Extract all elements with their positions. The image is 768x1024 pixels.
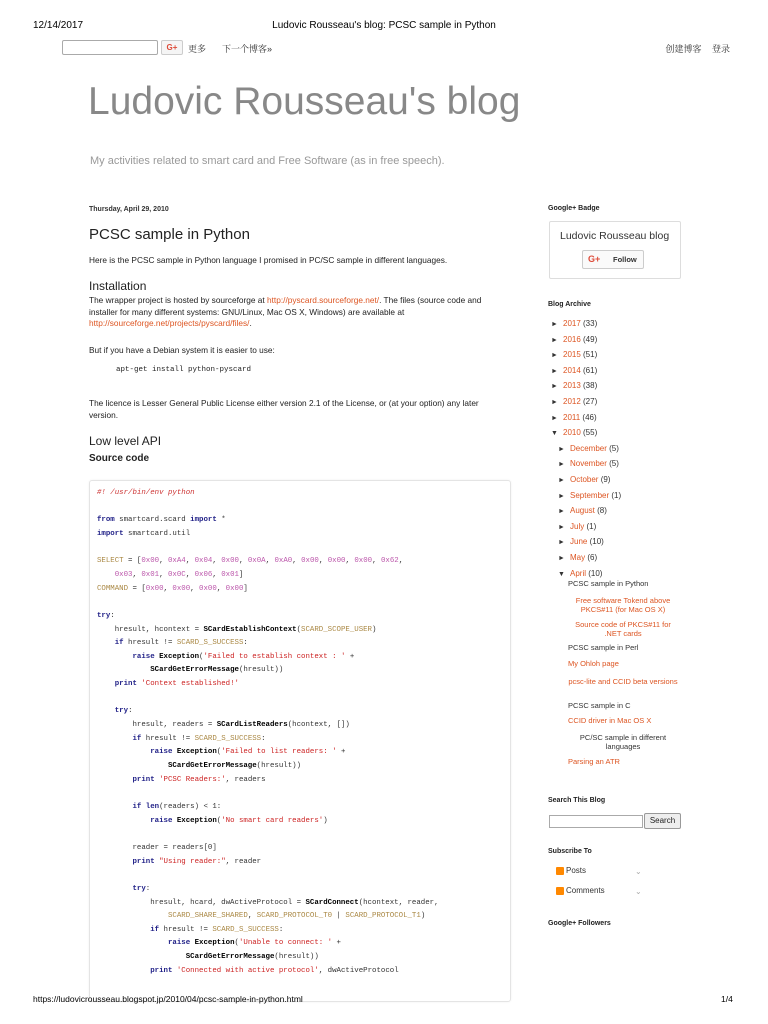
triangle-right-icon[interactable]: ►	[551, 336, 558, 344]
archive-post-link[interactable]: My Ohloh page	[568, 659, 619, 668]
blog-search-button[interactable]: Search	[644, 813, 681, 829]
code-line: COMMAND = [0x00, 0x00, 0x00, 0x00]	[97, 584, 248, 593]
triangle-right-icon[interactable]: ►	[551, 352, 558, 360]
archive-count: (38)	[580, 381, 598, 391]
licence-paragraph: The licence is Lesser General Public License either version 2.1 of the License, or (at your option) any later version.	[89, 398, 479, 420]
wrapper-text-1: The wrapper project is hosted by sourceforge at	[89, 295, 268, 305]
pyscard-files-link[interactable]: http://sourceforge.net/projects/pyscard/files/	[89, 318, 250, 328]
archive-count: (10)	[587, 537, 604, 547]
archive-item-2011[interactable]	[551, 413, 597, 427]
archive-count: (10)	[586, 568, 603, 578]
triangle-right-icon[interactable]: ►	[551, 414, 558, 422]
wrapper-paragraph	[89, 295, 499, 330]
archive-label[interactable]: 2012	[563, 397, 581, 406]
archive-count: (6)	[585, 553, 598, 562]
archive-label[interactable]: 2016	[563, 334, 581, 344]
navbar-right	[600, 42, 730, 55]
code-line: try:	[132, 884, 151, 893]
archive-post-link[interactable]: Parsing an ATR	[568, 757, 620, 766]
triangle-right-icon[interactable]: ►	[551, 367, 558, 375]
more-link[interactable]: 更多	[188, 44, 207, 54]
code-line: print 'Connected with active protocol', dwActiveProtocol	[150, 966, 399, 975]
archive-label[interactable]: 2014	[563, 365, 581, 375]
footer-url: https://ludovicrousseau.blogspot.jp/2010/04/pcsc-sample-in-python.html	[33, 994, 303, 1004]
code-line: raise Exception('Failed to list readers: ' +	[150, 748, 346, 757]
code-line: hresult, readers = SCardListReaders(hcontext, [])	[97, 721, 350, 730]
archive-count: (46)	[580, 412, 597, 422]
triangle-right-icon[interactable]: ►	[558, 555, 565, 562]
archive-item-november[interactable]	[558, 459, 619, 473]
blog-description: My activities related to smart card and Free Software (as in free speech).	[90, 155, 445, 167]
archive-post-link[interactable]: PC/SC sample in different languages	[579, 733, 667, 751]
triangle-right-icon[interactable]: ►	[558, 461, 565, 469]
archive-label[interactable]: 2010	[563, 428, 581, 438]
chevron-down-icon[interactable]: ⌄	[635, 887, 642, 896]
archive-post-link[interactable]: Source code of PKCS#11 for .NET cards	[575, 620, 671, 638]
archive-count: (9)	[598, 475, 611, 484]
subscribe-comments-label: Comments	[566, 886, 605, 895]
triangle-right-icon[interactable]: ►	[558, 508, 565, 516]
archive-item-december[interactable]	[558, 444, 619, 458]
footer-page: 1/4	[721, 994, 733, 1004]
chevron-down-icon[interactable]: ⌄	[635, 867, 642, 876]
gplus-followers-title: Google+ Followers	[548, 920, 611, 927]
triangle-right-icon[interactable]: ►	[551, 321, 558, 328]
debian-paragraph: But if you have a Debian system it is easier to use:	[89, 345, 275, 355]
navbar-search-input[interactable]	[62, 40, 158, 55]
code-line: if hresult != SCARD_S_SUCCESS:	[114, 639, 248, 648]
triangle-right-icon[interactable]: ►	[558, 477, 565, 484]
code-line: if hresult != SCARD_S_SUCCESS:	[132, 734, 266, 743]
archive-count: (5)	[606, 443, 619, 453]
code-line: SCardGetErrorMessage(hresult))	[185, 953, 319, 962]
archive-post-link[interactable]: Free software Tokend above PKCS#11 (for Mac OS X)	[575, 596, 671, 614]
gplus-badge	[549, 221, 681, 279]
archive-post-link[interactable]: CCID driver in Mac OS X	[568, 716, 652, 725]
gplus-icon: G+	[588, 254, 601, 264]
archive-item-2013[interactable]	[551, 381, 597, 395]
triangle-right-icon[interactable]: ►	[551, 399, 558, 406]
code-line: print 'Context established!'	[114, 680, 239, 689]
archive-label[interactable]: November	[570, 459, 607, 469]
archive-item-july[interactable]	[558, 522, 596, 536]
code-line: 0x03, 0x01, 0x0C, 0x06, 0x01]	[114, 570, 244, 579]
triangle-right-icon[interactable]: ►	[558, 523, 565, 531]
blog-title[interactable]: Ludovic Rousseau's blog	[88, 80, 521, 123]
triangle-right-icon[interactable]: ►	[551, 383, 558, 391]
archive-item-september[interactable]	[558, 491, 621, 505]
triangle-right-icon[interactable]: ►	[558, 492, 565, 500]
archive-label[interactable]: 2017	[563, 319, 581, 328]
archive-label[interactable]: May	[570, 553, 586, 562]
print-date: 12/14/2017	[33, 20, 84, 31]
archive-post-link[interactable]: PCSC sample in Perl	[568, 643, 639, 652]
archive-label[interactable]: 2011	[563, 412, 581, 422]
pyscard-link[interactable]: http://pyscard.sourceforge.net/	[267, 295, 380, 305]
low-level-heading: Low level API	[89, 434, 162, 448]
archive-count: (27)	[580, 397, 598, 406]
archive-item-2015[interactable]	[551, 350, 597, 364]
archive-label[interactable]: April	[570, 568, 587, 578]
follow-button[interactable]	[582, 250, 644, 269]
source-code-heading: Source code	[89, 453, 150, 464]
archive-count: (49)	[580, 334, 598, 344]
archive-item-2017[interactable]	[551, 319, 597, 333]
code-line: print 'PCSC Readers:', readers	[132, 775, 266, 784]
archive-label[interactable]: August	[570, 506, 595, 516]
archive-count: (55)	[580, 428, 598, 438]
code-line: try:	[114, 707, 133, 716]
archive-count: (1)	[609, 490, 622, 500]
code-line: SELECT = [0x00, 0xA4, 0x04, 0x00, 0x0A, 0xA0, 0x00, 0x00, 0x00, 0x62,	[97, 557, 404, 566]
code-line: hresult, hcard, dwActiveProtocol = SCardConnect(hcontext, reader,	[97, 898, 439, 907]
archive-item-august[interactable]	[558, 506, 607, 520]
code-line: reader = readers[0]	[97, 843, 217, 852]
code-line: from smartcard.scard import *	[97, 516, 226, 525]
print-title: Ludovic Rousseau's blog: PCSC sample in Python	[272, 20, 496, 31]
follow-label: Follow	[613, 255, 637, 264]
code-line: print "Using reader:", reader	[132, 857, 262, 866]
code-line: raise Exception('No smart card readers')	[150, 816, 328, 825]
archive-label[interactable]: October	[570, 475, 599, 484]
archive-post-link[interactable]: PCSC sample in Python	[568, 579, 649, 588]
code-line: raise Exception('Failed to establish context : ' +	[132, 652, 355, 661]
post-date: Thursday, April 29, 2010	[89, 206, 169, 213]
next-blog-link[interactable]: 下一个博客»	[222, 44, 273, 54]
archive-post-link[interactable]: PCSC sample in C	[568, 701, 631, 710]
gplus-share-button[interactable]: G+	[161, 40, 183, 55]
triangle-down-icon[interactable]: ▼	[558, 570, 565, 578]
gplus-badge-title: Google+ Badge	[548, 205, 600, 212]
code-block	[89, 480, 511, 1002]
subscribe-posts-label: Posts	[566, 866, 587, 875]
search-blog-title: Search This Blog	[548, 797, 606, 804]
code-line: SCARD_SHARE_SHARED, SCARD_PROTOCOL_T0 | SCARD_PROTOCOL_T1)	[167, 912, 426, 921]
archive-count: (61)	[580, 365, 598, 375]
code-line: import smartcard.util	[97, 529, 191, 538]
code-line: SCardGetErrorMessage(hresult))	[167, 762, 302, 770]
installation-heading: Installation	[89, 279, 147, 293]
code-line: try:	[97, 611, 115, 620]
code-line: raise Exception('Unable to connect: ' +	[167, 939, 341, 948]
triangle-down-icon[interactable]: ▼	[551, 430, 558, 438]
code-line: if len(readers) < 1:	[132, 802, 222, 811]
wrapper-text-3: .	[249, 318, 252, 328]
code-line: SCardGetErrorMessage(hresult))	[150, 666, 284, 675]
archive-label[interactable]: December	[570, 443, 607, 453]
apt-command: apt-get install python-pyscard	[116, 366, 252, 374]
feed-icon	[556, 887, 564, 895]
archive-label[interactable]: 2015	[563, 350, 581, 360]
triangle-right-icon[interactable]: ►	[558, 539, 565, 547]
archive-item-2014[interactable]	[551, 366, 597, 380]
code-line: if hresult != SCARD_S_SUCCESS:	[150, 925, 284, 934]
archive-post-link[interactable]: pcsc-lite and CCID beta versions	[568, 677, 678, 686]
post-intro: Here is the PCSC sample in Python language I promised in PC/SC sample in different languages.	[89, 255, 448, 265]
wrapper-text-2: . The files (source code and installer for many different systems: GNU/Linux, Mac OS X, Windows) are available at	[89, 295, 482, 317]
subscribe-title: Subscribe To	[548, 848, 592, 855]
archive-count: (8)	[594, 506, 607, 516]
archive-label[interactable]: 2013	[563, 381, 581, 391]
archive-label[interactable]: July	[570, 521, 585, 531]
archive-label[interactable]: September	[570, 490, 610, 500]
create-blog-link[interactable]: 创建博客	[665, 44, 702, 54]
code-line: hresult, hcontext = SCardEstablishContext(SCARD_SCOPE_USER)	[97, 625, 377, 634]
archive-title: Blog Archive	[548, 301, 591, 308]
archive-item-2012[interactable]	[551, 397, 597, 411]
archive-item-may[interactable]	[558, 553, 597, 567]
archive-item-2016[interactable]	[551, 335, 597, 349]
archive-count: (33)	[580, 319, 598, 328]
feed-icon	[556, 867, 564, 875]
archive-count: (1)	[584, 521, 597, 531]
blog-search-input[interactable]	[549, 815, 643, 828]
archive-count: (5)	[606, 459, 619, 469]
subscribe-comments[interactable]	[556, 886, 605, 895]
archive-item-2010[interactable]	[551, 428, 597, 442]
triangle-right-icon[interactable]: ►	[558, 445, 565, 453]
post-title[interactable]: PCSC sample in Python	[89, 226, 250, 243]
archive-item-october[interactable]	[558, 475, 610, 489]
code-line: #! /usr/bin/env python	[97, 489, 195, 497]
subscribe-posts[interactable]	[556, 866, 586, 875]
archive-label[interactable]: June	[570, 537, 588, 547]
archive-count: (51)	[580, 350, 598, 360]
badge-name[interactable]: Ludovic Rousseau blog	[560, 230, 670, 242]
login-link[interactable]: 登录	[711, 44, 730, 54]
archive-item-june[interactable]	[558, 537, 604, 551]
